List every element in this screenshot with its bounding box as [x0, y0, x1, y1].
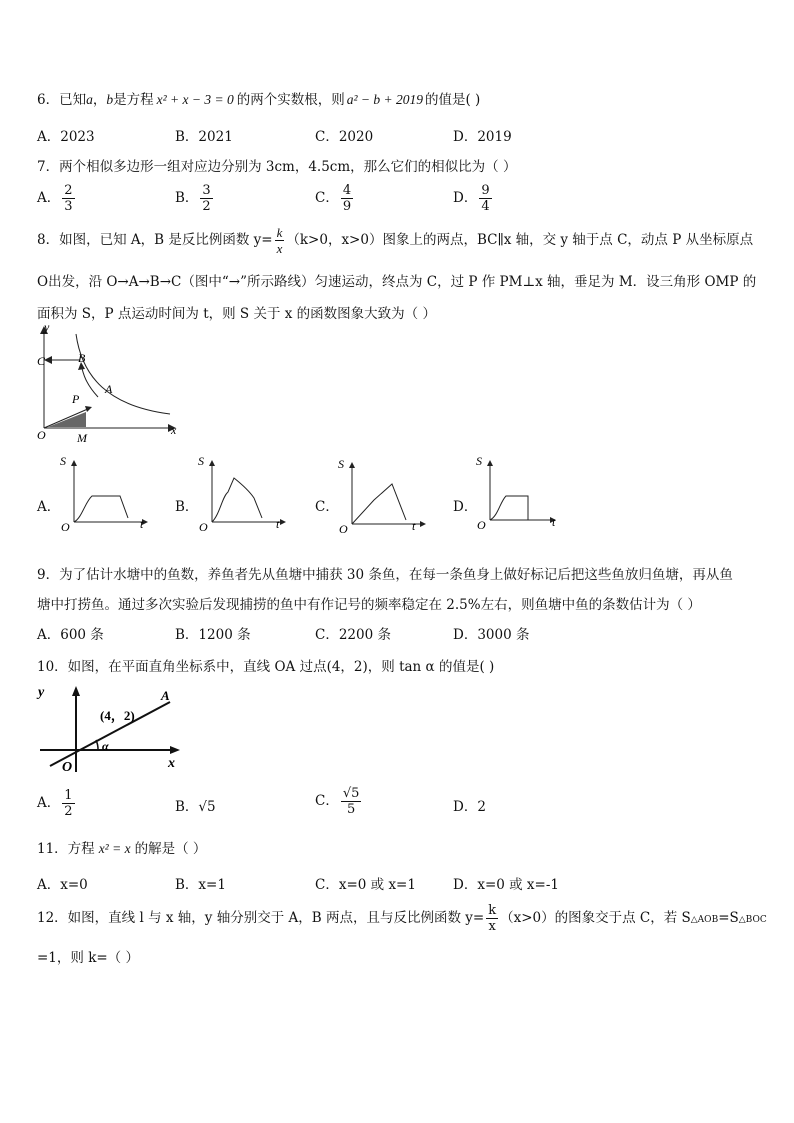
var-b: b — [106, 92, 114, 107]
label-o: O — [477, 518, 486, 532]
numerator: 3 — [202, 183, 211, 198]
label-x: x — [171, 423, 177, 437]
q8-option-d-label[interactable]: D． — [453, 499, 478, 515]
q12-text: （x>0）的图象交于点 C，若 S — [500, 910, 691, 926]
option-label: C． — [315, 129, 339, 145]
q7-stem: 7．两个相似多边形一组对应边分别为 3cm，4.5cm，那么它们的相似比为（ ） — [37, 159, 517, 175]
hyperbola-curve — [76, 334, 170, 414]
denominator: 2 — [202, 199, 211, 214]
path-arrow — [44, 356, 52, 364]
option-text: 2200 条 — [338, 627, 391, 643]
q8-graph-c[interactable] — [336, 452, 436, 536]
option-text: 2019 — [477, 129, 512, 145]
option-text: 2021 — [198, 129, 233, 145]
option-text: x=0 — [60, 877, 88, 893]
label-o: O — [339, 522, 348, 536]
q7-option-c[interactable] — [315, 183, 355, 214]
q11-option-d[interactable] — [453, 873, 559, 893]
option-text: x=0 或 x=1 — [338, 877, 416, 893]
q6-option-a[interactable] — [37, 125, 95, 145]
option-label: A． — [37, 627, 61, 643]
graph-curve — [490, 496, 528, 520]
q8-graph-a[interactable] — [58, 452, 158, 536]
option-label: D． — [453, 627, 478, 643]
fraction — [479, 183, 491, 214]
label-y: y — [38, 685, 45, 700]
q9-option-c[interactable] — [315, 623, 391, 643]
option-text: √5 — [198, 799, 216, 815]
q9-option-a[interactable] — [37, 623, 104, 643]
q8-text: 8．如图，已知 A，B 是反比例函数 y= — [37, 232, 273, 248]
q11-option-b[interactable] — [175, 873, 226, 893]
q8-line2: O出发，沿 O→A→B→C（图中“→”所示路线）匀速运动，终点为 C，过 P 作 PM⊥x 轴，垂足为 M．设三角形 OMP 的 — [37, 274, 757, 290]
option-label: B． — [175, 190, 199, 206]
q6-equation: x² + x − 3 = 0 — [156, 92, 234, 107]
fraction — [341, 183, 353, 214]
q12-text: =S — [718, 910, 739, 926]
q11-equation: x² = x — [98, 841, 131, 856]
q8-option-a-label[interactable]: A． — [37, 499, 61, 515]
label-point: (4，2) — [100, 708, 135, 723]
var-a: a — [86, 92, 93, 107]
q6-expression: a² − b + 2019 — [346, 92, 423, 107]
option-text: 2023 — [60, 129, 95, 145]
option-label: A． — [37, 877, 61, 893]
q6-option-d[interactable] — [453, 125, 512, 145]
q9-line2: 塘中打捞鱼。通过多次实验后发现捕捞的鱼中有作记号的频率稳定在 2.5%左右，则鱼塘中鱼的条数估计为（ ） — [37, 597, 701, 613]
option-label: A． — [37, 129, 61, 145]
y-axis-arrow — [72, 686, 80, 696]
option-label: C． — [315, 877, 339, 893]
denominator: 9 — [342, 199, 352, 214]
q8-graph-d[interactable] — [474, 452, 574, 536]
label-s: S — [338, 457, 344, 471]
fraction — [341, 786, 362, 817]
q12-text: 12．如图，直线 l 与 x 轴，y 轴分别交于 A，B 两点，且与反比例函数 y= — [37, 910, 485, 926]
q6-option-b[interactable] — [175, 125, 233, 145]
option-label: C． — [315, 793, 339, 809]
k-over-x-fraction — [275, 225, 285, 256]
graph-curve — [352, 484, 406, 524]
label-t: t — [140, 517, 144, 531]
denominator: 3 — [64, 199, 73, 214]
fraction — [62, 788, 74, 819]
label-alpha: α — [102, 739, 109, 753]
option-label: C． — [315, 190, 339, 206]
x-axis-arrow — [170, 746, 180, 754]
numerator: k — [488, 903, 497, 918]
option-label: C． — [315, 627, 339, 643]
q8-line3: 面积为 S，P 点运动时间为 t，则 S 关于 x 的函数图象大致为（ ） — [37, 306, 436, 322]
q6-text: ， — [92, 92, 107, 108]
option-label: B． — [175, 877, 199, 893]
q10-option-d[interactable] — [453, 795, 486, 815]
label-o: O — [62, 760, 73, 775]
fraction — [62, 183, 74, 214]
q8-text: （k>0，x>0）图象上的两点，BC∥x 轴，交 y 轴于点 C，动点 P 从坐标原点 — [286, 232, 754, 248]
label-t: t — [552, 515, 556, 529]
q7-option-b[interactable] — [175, 183, 215, 214]
label-y: y — [44, 322, 50, 334]
q10-option-b[interactable] — [175, 795, 216, 815]
q10-option-a[interactable] — [37, 788, 77, 819]
denominator: 5 — [346, 802, 356, 817]
option-label: B． — [175, 627, 199, 643]
graph-curve — [74, 496, 128, 522]
numerator: 9 — [481, 183, 490, 198]
fraction — [200, 183, 212, 214]
option-label: A． — [37, 190, 61, 206]
q8-graph-b[interactable] — [196, 452, 296, 536]
option-label: B． — [175, 129, 199, 145]
q10-option-c[interactable] — [315, 786, 363, 817]
label-m: M — [77, 431, 87, 444]
label-p: P — [72, 392, 80, 406]
option-label: B． — [175, 799, 199, 815]
option-text: 2020 — [338, 129, 374, 145]
option-label: D． — [453, 190, 478, 206]
q9-option-d[interactable] — [453, 623, 529, 643]
q9-line1: 9．为了估计水塘中的鱼数，养鱼者先从鱼塘中捕获 30 条鱼，在每一条鱼身上做好标记后把这些鱼放归鱼塘，再从鱼 — [37, 567, 733, 583]
numerator: 2 — [64, 183, 73, 198]
label-t: t — [276, 517, 280, 531]
label-b: B — [78, 351, 86, 365]
graph-curve — [212, 478, 262, 522]
triangle-omp — [48, 412, 86, 427]
subscript: △BOC — [738, 915, 767, 925]
q6-text: 的两个实数根，则 — [236, 92, 345, 108]
q8-option-b-label[interactable]: B． — [175, 499, 199, 515]
label-x: x — [168, 756, 175, 771]
option-text: 3000 条 — [477, 627, 530, 643]
q8-line1 — [37, 225, 753, 256]
option-text: 1200 条 — [198, 627, 251, 643]
path-arrow — [85, 406, 92, 412]
numerator: k — [276, 225, 283, 240]
label-o: O — [37, 428, 46, 442]
option-label: D． — [453, 799, 478, 815]
label-s: S — [476, 454, 482, 468]
q6-stem — [37, 88, 480, 108]
q6-text: 6．已知 — [37, 92, 87, 108]
q9-option-b[interactable] — [175, 623, 251, 643]
q6-text: 是方程 — [113, 92, 154, 108]
q7-option-a[interactable] — [37, 183, 77, 214]
q11-text: 11．方程 — [37, 841, 95, 857]
label-c: C — [37, 354, 46, 368]
q12-line1 — [37, 903, 767, 934]
q7-option-d[interactable] — [453, 183, 494, 214]
label-a: A — [161, 688, 170, 703]
denominator: x — [276, 241, 283, 256]
label-o: O — [61, 520, 70, 534]
numerator: 1 — [64, 788, 73, 803]
option-label: A． — [37, 795, 61, 811]
label-s: S — [60, 454, 66, 468]
q6-option-c[interactable] — [315, 125, 373, 145]
label-t: t — [412, 519, 416, 533]
numerator: 4 — [342, 183, 352, 198]
option-text: 2 — [477, 799, 486, 815]
label-o: O — [199, 520, 208, 534]
subscript: △AOB — [690, 915, 719, 925]
option-label: D． — [453, 129, 478, 145]
denominator: 4 — [481, 199, 490, 214]
q11-text: 的解是（ ） — [134, 841, 207, 857]
denominator: 2 — [64, 804, 73, 819]
q10-stem: 10．如图，在平面直角坐标系中，直线 OA 过点(4，2)，则 tan α 的值是( ) — [37, 659, 495, 675]
numerator: √5 — [342, 786, 360, 801]
q11-option-a[interactable] — [37, 873, 88, 893]
q8-main-figure — [28, 322, 188, 444]
label-a: A — [105, 382, 113, 396]
denominator: x — [488, 919, 496, 934]
option-label: D． — [453, 877, 478, 893]
option-text: 600 条 — [60, 627, 104, 643]
q12-line2: =1，则 k=（ ） — [37, 950, 139, 966]
label-s: S — [198, 454, 204, 468]
q8-option-c-label[interactable]: C． — [315, 499, 339, 515]
q11-option-c[interactable] — [315, 873, 416, 893]
option-text: x=0 或 x=-1 — [477, 877, 560, 893]
q6-text: 的值是( ) — [425, 92, 481, 108]
k-over-x-fraction — [486, 903, 498, 934]
q10-figure — [34, 680, 184, 778]
q11-stem — [37, 837, 206, 857]
option-text: x=1 — [198, 877, 226, 893]
